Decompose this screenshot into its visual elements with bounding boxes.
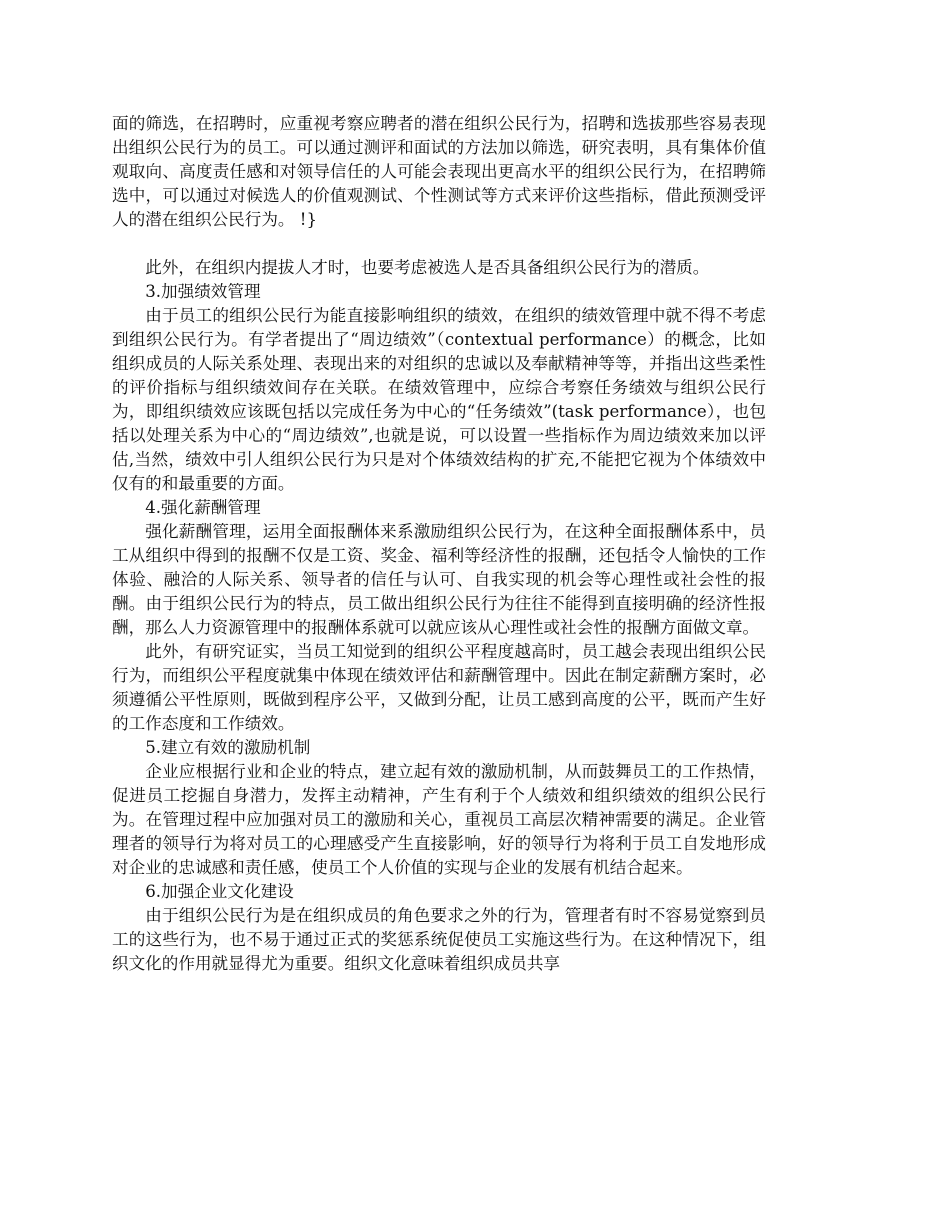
heading-corporate-culture: 6.加强企业文化建设 [145, 882, 294, 901]
paragraph-performance-management: 由于员工的组织公民行为能直接影响组织的绩效，在组织的绩效管理中就不得不考虑到组织公民行为。有学者提出了“周边绩效”（contextual performance）的概念，比如组织成员的人际关系处理、表现出来的对组织的忠诚以及奉献精神等等，并指出这些柔性的评价指标与组织绩效间存在关联。在绩效管理中，应综合考察任务绩效与组织公民行为，即组织绩效应该既包括以完成任务为中心的“任务绩效”(task performance），也包括以处理关系为中心的“周边绩效”,也就是说，可以设置一些指标作为周边绩效来加以评估,当然，绩效中引人组织公民行为只是对个体绩效结构的扩充,不能把它视为个体绩效中仅有的和最重要的方面。 [112, 306, 766, 493]
paragraph-compensation-management: 强化薪酬管理，运用全面报酬体来系激励组织公民行为，在这种全面报酬体系中，员工从组织中得到的报酬不仅是工资、奖金、福利等经济性的报酬，还包括令人愉快的工作体验、融洽的人际关系、领导者的信任与认可、自我实现的机会等心理性或社会性的报酬。由于组织公民行为的特点，员工做出组织公民行为往往不能得到直接明确的经济性报酬，那么人力资源管理中的报酬体系就可以就应该从心理性或社会性的报酬方面做文章。 [112, 522, 766, 637]
heading-compensation-management: 4.强化薪酬管理 [145, 498, 261, 517]
paragraph-incentive-mechanism: 企业应根据行业和企业的特点，建立起有效的激励机制，从而鼓舞员工的工作热情，促进员工挖掘自身潜力，发挥主动精神，产生有利于个人绩效和组织绩效的组织公民行为。在管理过程中应加强对员工的激励和关心，重视员工高层次精神需要的满足。企业管理者的领导行为将对员工的心理感受产生直接影响，好的领导行为将利于员工自发地形成对企业的忠诚感和责任感，使员工个人价值的实现与企业的发展有机结合起来。 [112, 762, 766, 877]
paragraph-fairness: 此外，有研究证实，当员工知觉到的组织公平程度越高时，员工越会表现出组织公民行为，而组织公平程度就集中体现在绩效评估和薪酬管理中。因此在制定薪酬方案时，必须遵循公平性原则，既做到程序公平，又做到分配，让员工感到高度的公平，既而产生好的工作态度和工作绩效。 [112, 642, 766, 733]
paragraph-screening: 面的筛选，在招聘时，应重视考察应聘者的潜在组织公民行为，招聘和选拔那些容易表现出组织公民行为的员工。可以通过测评和面试的方法加以筛选，研究表明，具有集体价值观取向、高度责任感和对领导信任的人可能会表现出更高水平的组织公民行为，在招聘筛选中，可以通过对候选人的价值观测试、个性测试等方式来评价这些指标，借此预测受评人的潜在组织公民行为。 !} [112, 114, 766, 229]
heading-performance-management: 3.加强绩效管理 [145, 282, 261, 301]
paragraph-promotion: 此外，在组织内提拔人才时，也要考虑被选人是否具备组织公民行为的潜质。 [145, 258, 710, 277]
heading-incentive-mechanism: 5.建立有效的激励机制 [145, 738, 311, 757]
paragraph-corporate-culture: 由于组织公民行为是在组织成员的角色要求之外的行为，管理者有时不容易觉察到员工的这些行为，也不易于通过正式的奖惩系统促使员工实施这些行为。在这种情况下，组织文化的作用就显得尤为重要。组织文化意味着组织成员共享 [112, 906, 766, 973]
